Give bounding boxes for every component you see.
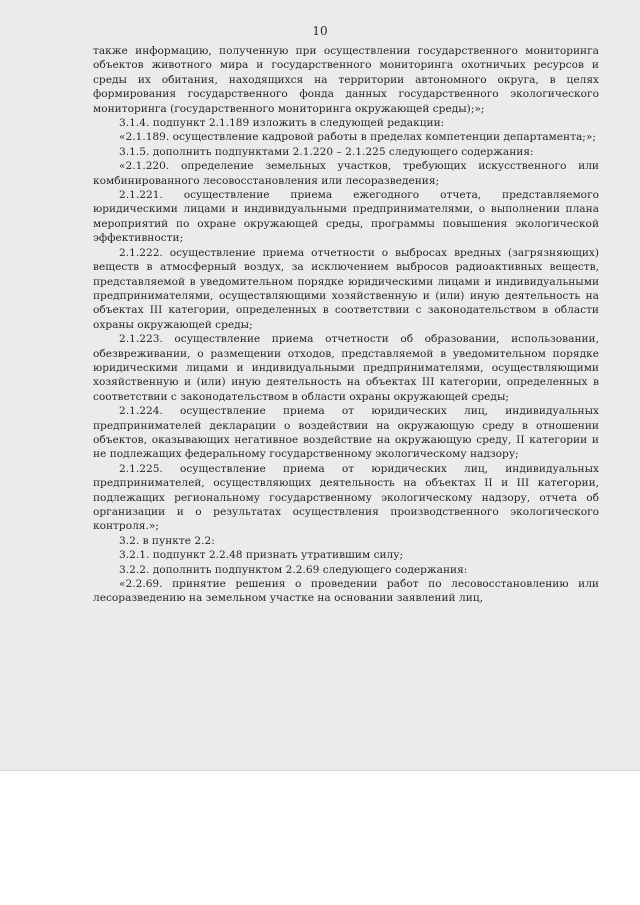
document-body xyxy=(93,44,599,606)
paragraph: 3.2.1. подпункт 2.2.48 признать утратившим силу; xyxy=(119,549,404,562)
paragraph: 3.1.4. подпункт 2.1.189 изложить в следующей редакции: xyxy=(119,117,445,130)
paragraph: «2.1.189. осуществление кадровой работы в пределах компетенции департамента;»; xyxy=(119,131,596,144)
paragraph: 3.1.5. дополнить подпунктами 2.1.220 – 2.1.225 следующего содержания: xyxy=(119,145,534,158)
paragraph: «2.2.69. принятие решения о проведении работ по лесовосстановлению или лесоразведению на земельном участке на основании заявлений лиц, xyxy=(93,578,599,605)
paragraph: 2.1.222. осуществление приема отчетности о выбросах вредных (загрязняющих) веществ в атмосферный воздух, за исключением выбросов радиоактивных веществ, представляемой в уведомительном порядке юридическими лицами и индивидуальными предпринимателями, осуществляющими хозяйственную и (или) иную деятельность на объектах III категории, определенных в соответствии с законодательством в области охраны окружающей среды; xyxy=(93,246,599,331)
paragraph: 3.2. в пункте 2.2: xyxy=(119,534,215,547)
paragraph: 2.1.225. осуществление приема от юридических лиц, индивидуальных предпринимателей, осуществляющих деятельность на объектах II и III категории, подлежащих региональному государственному экологическому надзору, отчета об организации и о результатах осуществления производственного экологического контроля.»; xyxy=(93,462,599,533)
paragraph: также информацию, полученную при осуществлении государственного мониторинга объектов животного мира и государственного мониторинга охотничьих ресурсов и среды их обитания, находящихся на территории автономного округа, в целях формирования государственного фонда данных государственного экологического мониторинга (государственного мониторинга окружающей среды);»; xyxy=(93,45,599,115)
paragraph: 2.1.224. осуществление приема от юридических лиц, индивидуальных предпринимателей декларации о воздействии на окружающую среду в отношении объектов, оказывающих негативное воздействие на окружающую среду, II категории и не подлежащих федеральному государственному экологическому надзору; xyxy=(93,405,599,461)
paragraph: «2.1.220. определение земельных участков, требующих искусственного или комбинированного лесовосстановления или лесоразведения; xyxy=(93,160,599,187)
paragraph: 3.2.2. дополнить подпунктом 2.2.69 следующего содержания: xyxy=(119,563,468,576)
paragraph: 2.1.223. осуществление приема отчетности об образовании, использовании, обезвреживании, о размещении отходов, представляемой в уведомительном порядке юридическими лицами и индивидуальными предпринимателями, осуществляющими хозяйственную и (или) иную деятельность на объектах III категории, определенных в соответствии с законодательством в области охраны окружающей среды; xyxy=(93,333,599,403)
page-number: 10 xyxy=(312,24,328,38)
paragraph: 2.1.221. осуществление приема ежегодного отчета, представляемого юридическими лицами и индивидуальными предпринимателями, о выполнении плана мероприятий по охране окружающей среды, программы повышения экологической эффективности; xyxy=(93,189,599,245)
